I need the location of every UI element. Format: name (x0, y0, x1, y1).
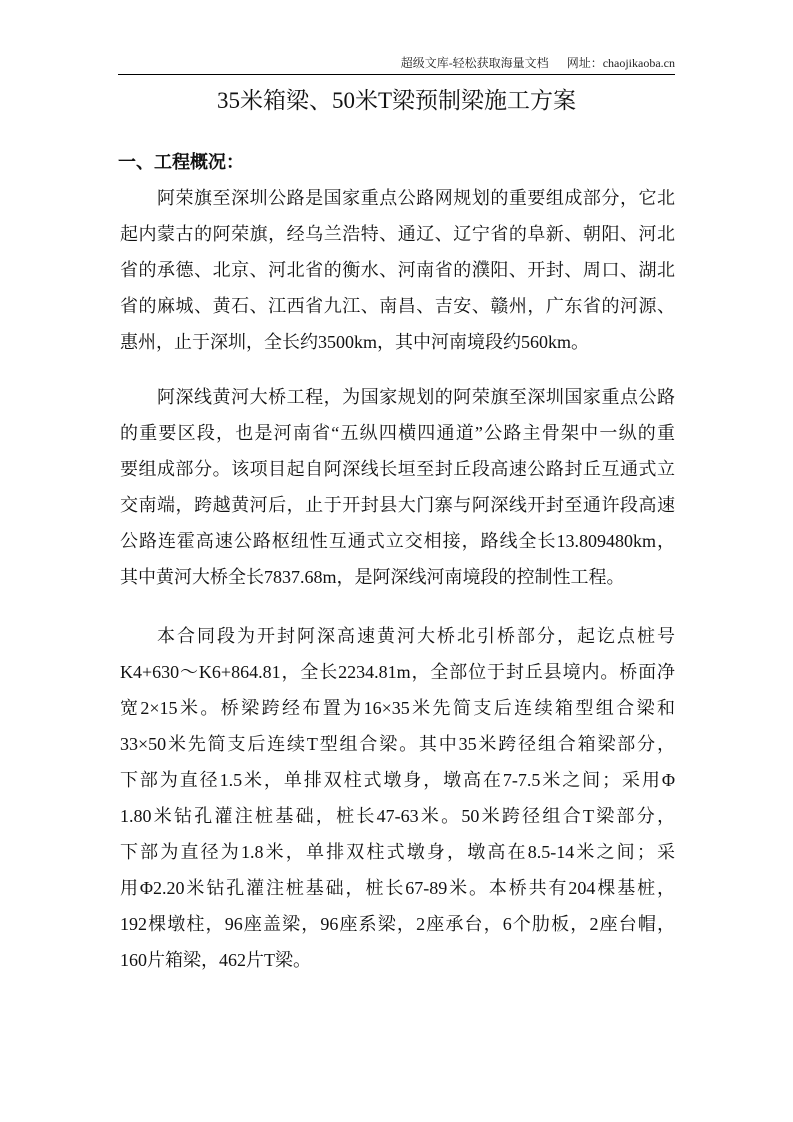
paragraph-line: 宽2×15米。桥梁跨经布置为16×35米先简支后连续箱型组合梁和 (120, 698, 675, 718)
header-rule (118, 74, 675, 75)
paragraph-line: 惠州，止于深圳，全长约3500km，其中河南境段约560km。 (120, 332, 589, 352)
paragraph-line: 阿深线黄河大桥工程，为国家规划的阿荣旗至深圳国家重点公路 (157, 387, 675, 407)
paragraph-line: 交南端，跨越黄河后，止于开封县大门寨与阿深线开封至通许段高速 (120, 495, 675, 515)
paragraph-line: 下部为直径1.5米，单排双柱式墩身，墩高在7-7.5米之间；采用Φ (120, 770, 675, 790)
paragraph-line: 省的麻城、黄石、江西省九江、南昌、吉安、赣州，广东省的河源、 (120, 296, 675, 316)
paragraph (120, 186, 675, 366)
section-heading: 一、工程概况： (118, 152, 244, 172)
paragraph-line: 本合同段为开封阿深高速黄河大桥北引桥部分，起讫点桩号 (157, 626, 675, 646)
paragraph-line: 下部为直径为1.8米，单排双柱式墩身，墩高在8.5-14米之间；采 (120, 842, 675, 862)
paragraph-line: 用Φ2.20米钻孔灌注桩基础，桩长67-89米。本桥共有204棵基桩， (120, 878, 675, 898)
paragraph (120, 385, 675, 601)
paragraph-line: 公路连霍高速公路枢纽性互通式立交相接，路线全长13.809480km， (120, 531, 675, 551)
paragraph-line: 33×50米先简支后连续T型组合梁。其中35米跨径组合箱梁部分， (120, 734, 675, 754)
paragraph-line: K4+630～K6+864.81，全长2234.81m，全部位于封丘县境内。桥面净 (120, 662, 675, 682)
paragraph-line: 省的承德、北京、河北省的衡水、河南省的濮阳、开封、周口、湖北 (120, 260, 675, 280)
paragraph-line: 起内蒙古的阿荣旗，经乌兰浩特、通辽、辽宁省的阜新、朝阳、河北 (120, 224, 675, 244)
paragraph-line: 160片箱梁，462片T梁。 (120, 950, 311, 970)
paragraph-line: 要组成部分。该项目起自阿深线长垣至封丘段高速公路封丘互通式立 (120, 459, 675, 479)
paragraph-line: 的重要区段，也是河南省“五纵四横四通道”公路主骨架中一纵的重 (120, 423, 675, 443)
paragraph-line: 阿荣旗至深圳公路是国家重点公路网规划的重要组成部分，它北 (157, 188, 675, 208)
paragraph-line: 1.80米钻孔灌注桩基础，桩长47-63米。50米跨径组合T梁部分， (120, 806, 675, 826)
paragraph-line: 192棵墩柱，96座盖梁，96座系梁，2座承台，6个肋板，2座台帽， (120, 914, 675, 934)
document-title: 35米箱梁、50米T梁预制梁施工方案 (216, 88, 577, 113)
header-left-text: 超级文库-轻松获取海量文档 (400, 56, 549, 70)
page-header (383, 54, 675, 71)
paragraph-line: 其中黄河大桥全长7837.68m，是阿深线河南境段的控制性工程。 (120, 567, 625, 587)
paragraph (120, 624, 675, 984)
header-url-text: 网址：chaojikaoba.cn (566, 56, 675, 70)
